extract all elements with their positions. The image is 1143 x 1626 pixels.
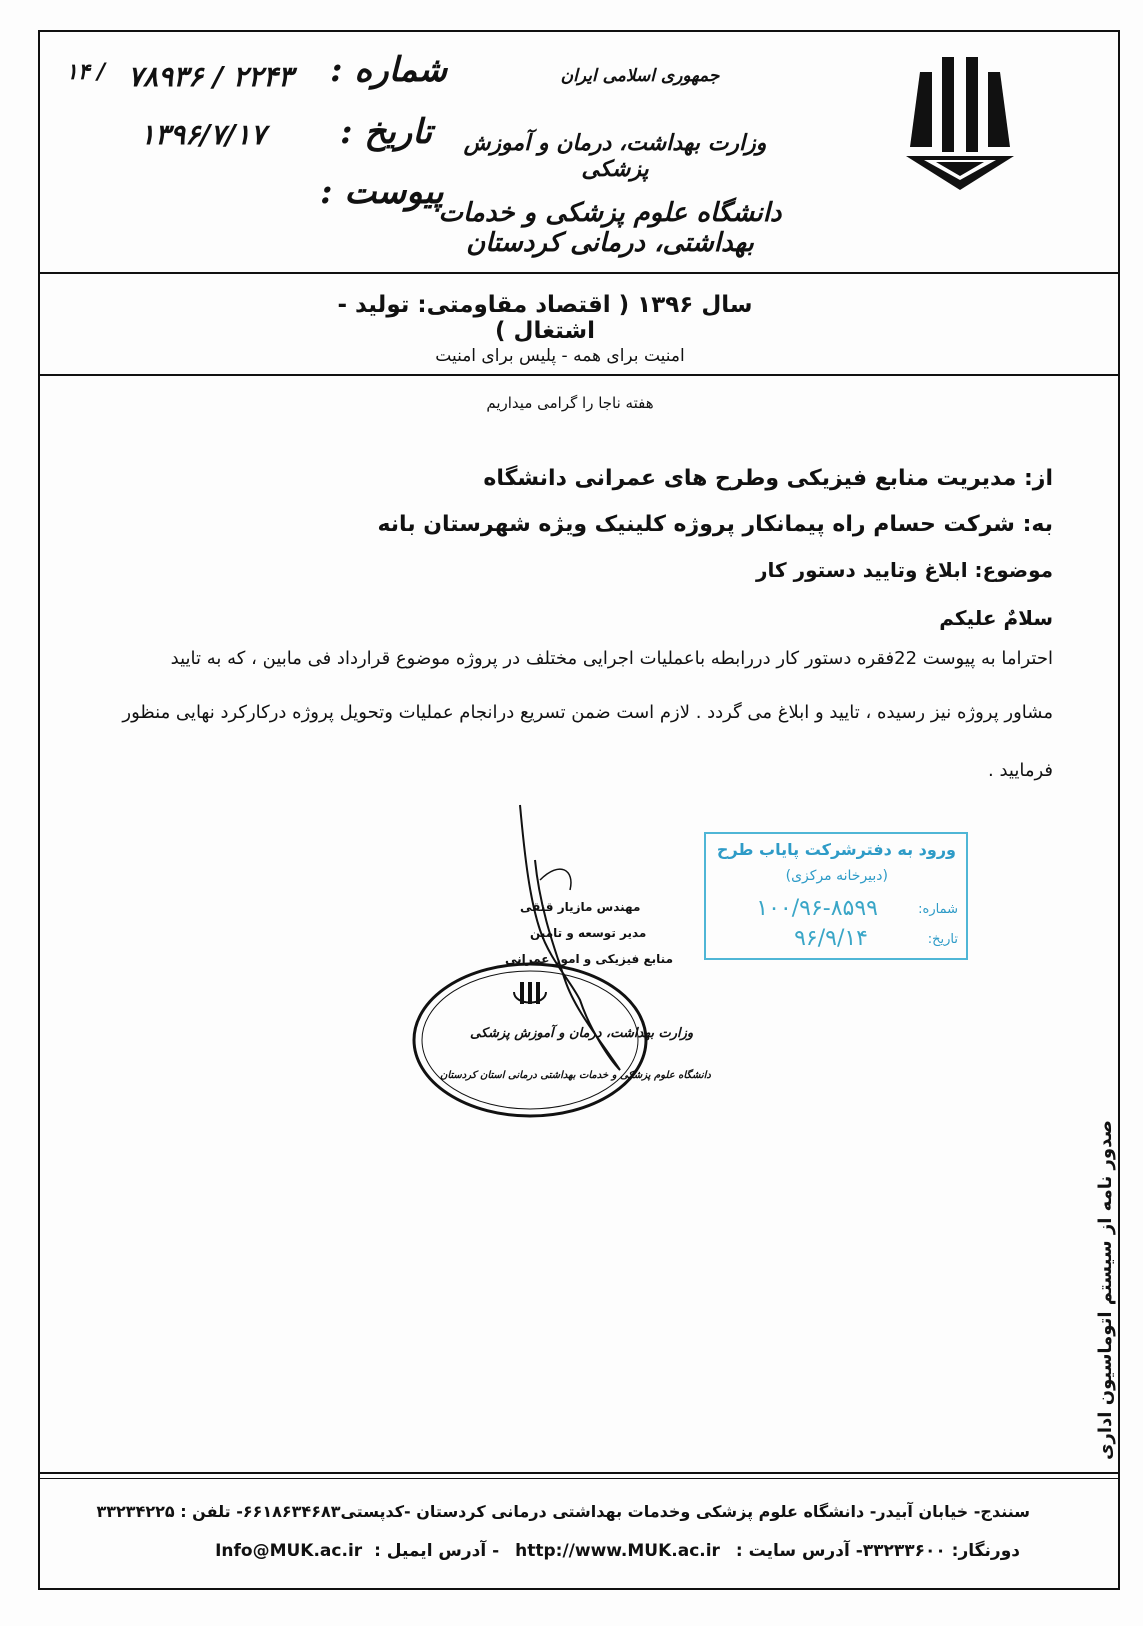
date-label: تاریخ : — [340, 112, 433, 152]
letter-greeting: سلامٌ علیکم — [939, 606, 1053, 630]
seal-text-2: دانشگاه علوم پزشکی و خدمات بهداشتی درمانی استان کردستان — [440, 1070, 711, 1081]
seal-text-1: وزارت بهداشت، درمان و آموزش پزشکی — [470, 1026, 694, 1041]
footer-address: سنندج- خیابان آبیدر- دانشگاه علوم پزشکی وخدمات بهداشتی درمانی کردستان -کدپستی۶۶۱۸۶۳۴۶۸۳- تلفن : ۳۳۲۳۴۲۲۵ — [96, 1502, 1030, 1521]
side-note: صدور نامه از سیستم اتوماسیون اداری — [1095, 1120, 1116, 1460]
number-prefix: ۱۴ / — [66, 60, 106, 85]
stamp-date-value: ۹۶/۹/۱۴ — [794, 926, 868, 951]
footer-contact — [140, 1541, 1020, 1561]
header-divider — [40, 272, 1118, 274]
footer-divider-2 — [40, 1478, 1118, 1479]
security-slogan: امنیت برای همه - پلیس برای امنیت — [435, 346, 685, 366]
stamp-title: ورود به دفترشرکت پایاب طرح — [716, 840, 956, 859]
university-logo — [902, 52, 1018, 192]
stamp-number-label: شماره: — [918, 902, 958, 917]
letter-from: از: مدیریت منابع فیزیکی وطرح های عمرانی دانشگاه — [483, 466, 1053, 491]
number-value: ۷۸۹۳۶ / ۲۲۴۳ — [128, 60, 294, 93]
receipt-stamp — [704, 832, 968, 960]
letter-to: به: شرکت حسام راه پیمانکار پروژه کلینیک ویژه شهرستان بانه — [377, 512, 1053, 537]
signer-title-1: مدیر توسعه و تامین — [530, 926, 647, 940]
signer-name: مهندس مازیار قنقی — [520, 900, 641, 914]
number-label: شماره : — [330, 50, 448, 90]
body-line-1: احتراما به پیوست 22فقره دستور کار دررابطه باعملیات اجرایی مختلف در پروژه موضوع قرارداد فی مابین ، که به تایید — [170, 648, 1053, 669]
body-line-2: مشاور پروژه نیز رسیده ، تایید و ابلاغ می گردد . لازم است ضمن تسریع درانجام عملیات وتحویل پروژه درکارکرد نهایی منظور — [122, 702, 1053, 723]
header-university: دانشگاه علوم پزشکی و خدمات بهداشتی، درمانی کردستان — [438, 198, 782, 258]
footer-fax-label: دورنگار: ۳۳۲۳۳۶۰۰- آدرس سایت : — [735, 1541, 1020, 1561]
date-value: ۱۳۹۶/۷/۱۷ — [140, 118, 266, 151]
signer-title-2: منابع فیزیکی و امور عمرانی — [505, 952, 673, 966]
body-line-3: فرمایید . — [988, 760, 1053, 781]
naja-week: هفته ناجا را گرامی میداریم — [486, 394, 654, 412]
stamp-date-label: تاریخ: — [927, 932, 958, 947]
letter-subject: موضوع: ابلاغ وتایید دستور کار — [756, 558, 1053, 582]
attachment-label: پیوست : — [320, 172, 444, 212]
footer-divider-1 — [40, 1472, 1118, 1474]
footer-email-label: - آدرس ایمیل : — [374, 1541, 500, 1561]
footer-website[interactable]: http://www.MUK.ac.ir — [515, 1541, 720, 1561]
header-ministry: وزارت بهداشت، درمان و آموزش پزشکی — [463, 130, 767, 182]
header-republic: جمهوری اسلامی ایران — [560, 66, 720, 86]
stamp-subtitle: (دبیرخانه مرکزی) — [785, 868, 888, 884]
stamp-number-value: ۱۰۰/۹۶-۸۵۹۹ — [756, 896, 878, 921]
banner-divider — [40, 374, 1118, 376]
year-slogan: سال ۱۳۹۶ ( اقتصاد مقاومتی: تولید - اشتغال ) — [337, 292, 753, 344]
footer-email[interactable]: Info@MUK.ac.ir — [215, 1541, 363, 1561]
